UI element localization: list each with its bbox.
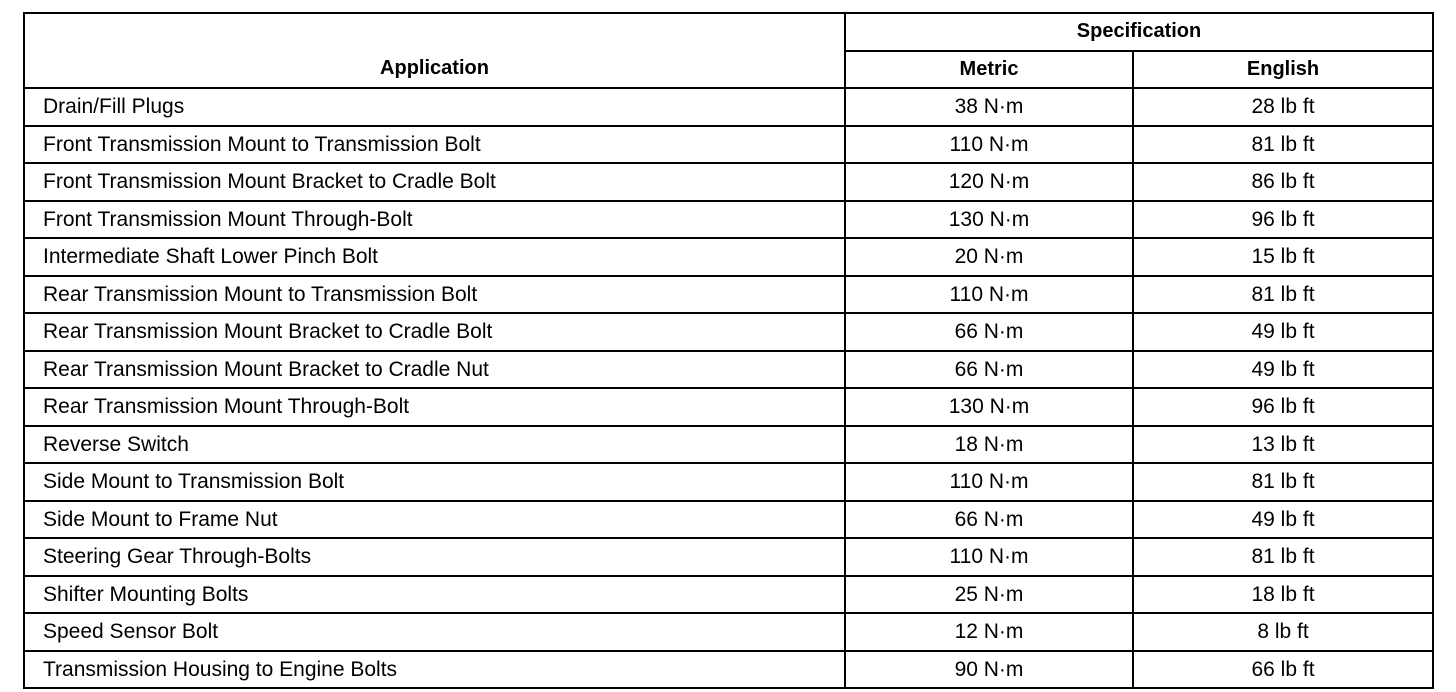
- table-row: [24, 538, 1433, 576]
- table-row: [24, 88, 1433, 126]
- table-row: [24, 426, 1433, 464]
- english-value-cell: 13 lb ft: [1133, 426, 1433, 464]
- english-column-header: English: [1133, 51, 1433, 89]
- english-value-cell: 15 lb ft: [1133, 238, 1433, 276]
- application-cell: Steering Gear Through-Bolts: [24, 538, 845, 576]
- english-value-cell: 49 lb ft: [1133, 501, 1433, 539]
- table-row: [24, 201, 1433, 239]
- english-value-cell: 81 lb ft: [1133, 126, 1433, 164]
- table-row: [24, 576, 1433, 614]
- application-cell: Shifter Mounting Bolts: [24, 576, 845, 614]
- english-value-cell: 49 lb ft: [1133, 351, 1433, 389]
- application-cell: Drain/Fill Plugs: [24, 88, 845, 126]
- metric-value-cell: 66 N·m: [845, 501, 1133, 539]
- table-row: [24, 463, 1433, 501]
- application-cell: Side Mount to Frame Nut: [24, 501, 845, 539]
- fastener-specification-table: [23, 12, 1434, 689]
- application-cell: Rear Transmission Mount Bracket to Cradle Nut: [24, 351, 845, 389]
- english-value-cell: 18 lb ft: [1133, 576, 1433, 614]
- metric-value-cell: 110 N·m: [845, 463, 1133, 501]
- table-row: [24, 238, 1433, 276]
- english-value-cell: 81 lb ft: [1133, 463, 1433, 501]
- table-row: [24, 613, 1433, 651]
- english-value-cell: 96 lb ft: [1133, 201, 1433, 239]
- metric-value-cell: 110 N·m: [845, 126, 1133, 164]
- metric-value-cell: 25 N·m: [845, 576, 1133, 614]
- metric-value-cell: 20 N·m: [845, 238, 1133, 276]
- metric-value-cell: 66 N·m: [845, 351, 1133, 389]
- table-row: [24, 501, 1433, 539]
- table-row: [24, 163, 1433, 201]
- metric-value-cell: 110 N·m: [845, 538, 1133, 576]
- application-cell: Side Mount to Transmission Bolt: [24, 463, 845, 501]
- metric-value-cell: 18 N·m: [845, 426, 1133, 464]
- english-value-cell: 96 lb ft: [1133, 388, 1433, 426]
- application-cell: Front Transmission Mount to Transmission Bolt: [24, 126, 845, 164]
- metric-value-cell: 120 N·m: [845, 163, 1133, 201]
- metric-value-cell: 66 N·m: [845, 313, 1133, 351]
- metric-value-cell: 130 N·m: [845, 388, 1133, 426]
- table-row: [24, 351, 1433, 389]
- english-value-cell: 86 lb ft: [1133, 163, 1433, 201]
- application-cell: Rear Transmission Mount Through-Bolt: [24, 388, 845, 426]
- application-cell: Rear Transmission Mount Bracket to Cradle Bolt: [24, 313, 845, 351]
- application-cell: Rear Transmission Mount to Transmission Bolt: [24, 276, 845, 314]
- table-row: [24, 388, 1433, 426]
- metric-value-cell: 12 N·m: [845, 613, 1133, 651]
- table-row: [24, 313, 1433, 351]
- application-cell: Speed Sensor Bolt: [24, 613, 845, 651]
- english-value-cell: 81 lb ft: [1133, 276, 1433, 314]
- table-row: [24, 126, 1433, 164]
- metric-value-cell: 130 N·m: [845, 201, 1133, 239]
- application-cell: Intermediate Shaft Lower Pinch Bolt: [24, 238, 845, 276]
- metric-column-header: Metric: [845, 51, 1133, 89]
- application-cell: Front Transmission Mount Through-Bolt: [24, 201, 845, 239]
- application-column-header: Application: [24, 13, 845, 88]
- english-value-cell: 8 lb ft: [1133, 613, 1433, 651]
- metric-value-cell: 110 N·m: [845, 276, 1133, 314]
- application-cell: Reverse Switch: [24, 426, 845, 464]
- metric-value-cell: 90 N·m: [845, 651, 1133, 689]
- english-value-cell: 81 lb ft: [1133, 538, 1433, 576]
- header-row-top: [24, 13, 1433, 51]
- english-value-cell: 28 lb ft: [1133, 88, 1433, 126]
- english-value-cell: 66 lb ft: [1133, 651, 1433, 689]
- table-body: [24, 88, 1433, 688]
- table-row: [24, 276, 1433, 314]
- table-row: [24, 651, 1433, 689]
- application-cell: Front Transmission Mount Bracket to Cradle Bolt: [24, 163, 845, 201]
- english-value-cell: 49 lb ft: [1133, 313, 1433, 351]
- metric-value-cell: 38 N·m: [845, 88, 1133, 126]
- specification-group-header: Specification: [845, 13, 1433, 51]
- table-header: [24, 13, 1433, 88]
- application-cell: Transmission Housing to Engine Bolts: [24, 651, 845, 689]
